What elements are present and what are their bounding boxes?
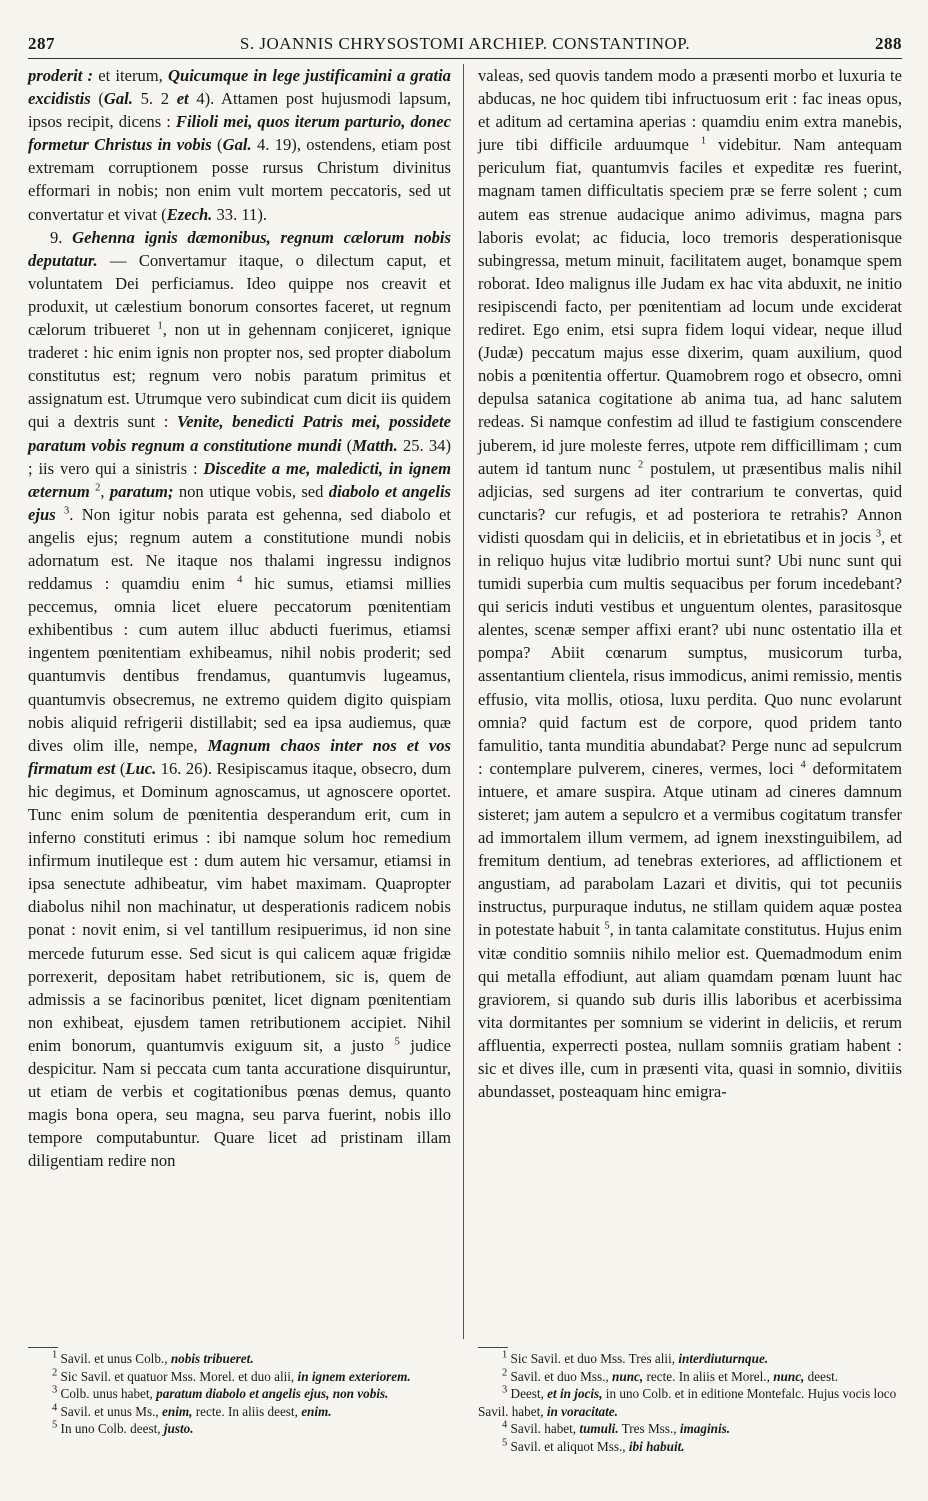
text-run: ( bbox=[341, 435, 353, 455]
italic-run: imaginis. bbox=[679, 1421, 731, 1437]
footnote bbox=[478, 1385, 902, 1420]
paragraph bbox=[28, 226, 451, 1173]
footnote-ref: 1 bbox=[502, 1349, 508, 1361]
text-run: videbitur. Nam antequam periculum fiat, quantumvis faciles et expeditæ res fuerint, magnam tamen difficultatis speciem præ se ferre solent ; cum autem eas strenue audacique animo adivimus, magna pars laboris evolat; ac fiducia, loco tremoris desperationisque subingressa, metum minuit, facilitatem auget, bonamque spem roborat. Ideo malignus ille Judam ex hac vita abduxit, ne initio resipiscendi facto, per pœnitentiam ad locum unde exciderat rediret. Ego enim, etsi supra fidem loqui videar, neque illud (Judæ) peccatum majus esse dixerim, quam auxilium, quod nobis a pœnitentia offertur. Quamobrem rogo et obsecro, omni depulsa satanica cogitatione ab anima tua, ad hanc salutem redeas. Si namque confestim ad illud te fastigium conscendere juberem, id jure moleste ferres, utpote rem difficillimam ; cum autem id tantum nunc bbox=[478, 135, 902, 478]
italic-run: justo. bbox=[163, 1421, 194, 1437]
footnote-ref: 2 bbox=[52, 1367, 58, 1379]
italic-run: nunc, bbox=[773, 1368, 805, 1384]
text-run: recte. In aliis deest, bbox=[192, 1403, 302, 1419]
text-run: Savil. habet, bbox=[507, 1421, 580, 1437]
footnote bbox=[478, 1368, 902, 1386]
footnote-ref: 5 bbox=[52, 1419, 58, 1431]
footnote bbox=[478, 1438, 902, 1456]
italic-run: enim. bbox=[301, 1403, 332, 1419]
text-run: 25. 34) ; iis vero qui a sinistris : bbox=[28, 435, 451, 478]
footnote bbox=[28, 1403, 451, 1421]
right-column bbox=[478, 64, 902, 1103]
italic-run: interdiuturnque. bbox=[678, 1351, 769, 1366]
italic-run: Quicumque in lege justificamini a gratia excidistis bbox=[28, 66, 451, 109]
paragraph bbox=[28, 64, 451, 226]
text-run: Savil. et unus Colb., bbox=[57, 1351, 171, 1366]
text-run: ( bbox=[90, 89, 104, 109]
footnote-ref: 3 bbox=[875, 528, 882, 540]
text-run: In uno Colb. deest, bbox=[57, 1421, 164, 1437]
italic-run: paratum; bbox=[109, 481, 174, 501]
footnote-rule bbox=[28, 1347, 58, 1348]
left-page-number: 287 bbox=[28, 34, 55, 53]
footnote-ref: 1 bbox=[157, 320, 163, 332]
header-rule bbox=[28, 58, 902, 59]
text-run: 4. 19), ostendens, etiam post extremam corruptionem posse rursus Christum divinitus efformari in nobis; non enim vult mortem peccatoris, sed ut convertatur et vivat ( bbox=[28, 135, 451, 224]
footnote bbox=[28, 1350, 451, 1368]
text-run: , non ut in gehennam conjiceret, ignique traderet : hic enim ignis non propter nos, sed propter diabolum constitutus est; regnum vero nobis paratum primitus et assignatum est. Utrumque vero subindicat cum dicit iis quidem qui a dextris sunt : bbox=[28, 320, 451, 432]
footnote-ref: 4 bbox=[800, 759, 806, 771]
text-run: — Convertamur itaque, o dilectum caput, et voluntatem Dei perficiamus. Ideo quippe nos creavit et produxit, ut cælestium bonorum consortes faceret, ut regnum cælorum tribueret bbox=[28, 250, 451, 340]
text-run: in uno Colb. et in editione Montefalc. Hujus vocis loco Savil. habet, bbox=[478, 1386, 897, 1419]
text-run: ( bbox=[211, 135, 223, 155]
text-run: 33. 11). bbox=[212, 204, 268, 224]
italic-run: Gal. bbox=[103, 89, 133, 109]
footnote bbox=[478, 1420, 902, 1438]
running-title: S. JOANNIS CHRYSOSTOMI ARCHIEP. CONSTANTINOP. bbox=[239, 34, 691, 53]
footnote-ref: 1 bbox=[52, 1349, 58, 1361]
text-run: Savil. et duo Mss., bbox=[507, 1368, 613, 1384]
text-run: Sic Savil. et duo Mss. Tres alii, bbox=[507, 1351, 679, 1366]
footnote-ref: 5 bbox=[394, 1036, 400, 1048]
footnote-ref: 3 bbox=[52, 1384, 58, 1396]
footnote-ref: 5 bbox=[502, 1437, 508, 1449]
italic-run: ibi habuit. bbox=[628, 1438, 685, 1454]
italic-run: nunc, bbox=[612, 1368, 644, 1384]
footnote-ref: 5 bbox=[604, 920, 610, 932]
text-run: Colb. unus habet, bbox=[57, 1386, 157, 1402]
text-run: judice despicitur. Nam si peccata cum tanta accuratione disquiruntur, ut etiam de verbis et cogitationibus pœnas demus, quanto magis bona opera, seu magna, seu parva fuerint, nobis illo tempore computabuntur. Quare licet ad pristinam illam diligentiam redire non bbox=[28, 1035, 451, 1171]
footnote bbox=[28, 1420, 451, 1438]
running-header bbox=[28, 30, 902, 56]
text-run: , et in reliquo hujus vitæ ludibrio mortui sunt? Ubi nunc sunt qui tumidi superbia cum multis sequacibus per forum incedebant? qui sericis induti vestibus et unguentum olentes, parasitosque alentes, scenæ semper affixi erant? ubi nunc ostentatio illa et pompa? Abiit cœnarum sumptus, musicorum turba, assentantium clientela, risus immodicus, animi remissio, mentis effusio, vita mollis, otiosa, luxu perdita. Quo nunc evolarunt omnia? quid factum est de corpore, quod pridem tanto famulitio, tanta munditia abundabat? Perge nunc ad sepulcrum : contemplare pulverem, cineres, vermes, loci bbox=[478, 527, 902, 778]
right-page-number: 288 bbox=[875, 34, 902, 53]
italic-run: Filioli mei, quos iterum parturio, donec formetur Christus in vobis bbox=[28, 112, 452, 155]
text-run bbox=[56, 505, 64, 524]
footnote-ref: 2 bbox=[637, 459, 644, 471]
italic-run: Ezech. bbox=[166, 204, 213, 224]
footnote-ref: 2 bbox=[95, 482, 101, 494]
text-run: non utique vobis, sed bbox=[173, 481, 329, 501]
footnote-ref: 4 bbox=[502, 1419, 508, 1431]
footnote-ref: 4 bbox=[52, 1402, 58, 1414]
text-run: deest. bbox=[804, 1368, 839, 1384]
paragraph bbox=[478, 64, 902, 1103]
footnote-ref: 3 bbox=[502, 1384, 508, 1396]
text-run: Savil. et aliquot Mss., bbox=[507, 1438, 629, 1454]
italic-run: Gehenna ignis dæmonibus, regnum cælorum nobis deputatur. bbox=[28, 227, 451, 270]
footnote-rule bbox=[478, 1347, 508, 1348]
italic-run: Luc. bbox=[125, 758, 157, 778]
footnotes-left bbox=[28, 1350, 451, 1438]
footnote bbox=[478, 1350, 902, 1368]
text-run: , in tanta calamitate constitutus. Hujus enim vitæ conditio somniis nihilo melior est. Quemadmodum enim qui metalla effodiunt, aut aliam quamdam pœnam luunt hac graviorem, si quando sub duris illis laboribus et acerbissima vita dormitantes per somnium se viderint in deliciis, et rerum affluentia, experrecti postea, nullam somniis gratiam habent : sic et dives ille, cum in præsenti vita, quasi in somnio, divitiis abundasset, posteaquam hinc emigra- bbox=[478, 920, 902, 1102]
text-run: deformitatem intuere, et amare suspira. Atque utinam ad cineres damnum sisteret; jam autem a sepulcro et a vermibus cogitatum transfer ad immortalem illum vermem, ad ignem inexstinguibilem, ad fremitum dentium, ad tenebras exteriores, ad afflictionem et angustiam, ad parabolam Lazari et divitis, qui tot pecuniis instructus, purpuraque indutus, ne stillam quidem aquæ postea in potestate habuit bbox=[478, 758, 902, 940]
italic-run: diabolo et angelis ejus bbox=[28, 481, 452, 524]
footnote-ref: 4 bbox=[237, 574, 243, 586]
text-run: . Non igitur nobis parata est gehenna, sed diabolo et angelis ejus; regnum autem a constitutione mundi nobis adornatum est. Ne itaque nos thalami ingressu indignos reddamus : quamdiu enim bbox=[28, 504, 451, 594]
text-run: postulem, ut præsentibus malis nihil adjicias, sed surgens ad iter contrarium te convertas, quid cunctaris? cur refugis, et ad posteriora te retrahis? Annon vidisti quosdam qui in deliciis, et in ebrietatibus et in jocis bbox=[478, 458, 903, 547]
italic-run: in ignem exteriorem. bbox=[297, 1368, 411, 1384]
italic-run: Discedite a me, maledicti, in ignem æternum bbox=[28, 458, 451, 501]
footnotes-right bbox=[478, 1350, 902, 1456]
italic-run: in voracitate. bbox=[546, 1403, 618, 1419]
italic-run: Gal. bbox=[222, 135, 252, 155]
text-run: et iterum, bbox=[93, 66, 168, 85]
text-run: ( bbox=[115, 758, 126, 778]
text-run: 5. 2 bbox=[132, 89, 177, 109]
text-run: , bbox=[100, 481, 110, 501]
left-column bbox=[28, 64, 451, 1173]
text-run: hic sumus, etiamsi millies peccemus, omnia licet eluere peccatorum pœnitentiam exhibentibus : cum autem illuc abducti fuerimus, etiamsi ingentem pœnitentiam exhibeamus, nihil nobis proderit; sed quantumvis dentibus frendamus, quantumvis lugeamus, quantumvis obsecremus, ne extremo quidem digito quispiam nobis aliquid refrigerii distillabit; sed ea ipsa audiemus, quæ dives olim ille, nempe, bbox=[28, 574, 451, 755]
footnote-ref: 3 bbox=[64, 505, 70, 517]
footnote bbox=[28, 1385, 451, 1403]
text-run: Sic Savil. et quatuor Mss. Morel. et duo alii, bbox=[57, 1368, 298, 1384]
italic-run: paratum diabolo et angelis ejus, non vobis. bbox=[156, 1386, 389, 1402]
italic-run: nobis tribueret. bbox=[170, 1351, 254, 1366]
text-run: Deest, bbox=[507, 1386, 548, 1402]
italic-run: et in jocis, bbox=[547, 1386, 603, 1402]
italic-run: Venite, benedicti Patris mei, possidete paratum vobis regnum a constitutione mundi bbox=[28, 412, 451, 455]
italic-run: enim, bbox=[162, 1403, 193, 1419]
text-run: 4). Attamen post hujusmodi lapsum, ipsos recipit, dicens : bbox=[28, 89, 452, 132]
text-run: Savil. et unus Ms., bbox=[57, 1403, 163, 1419]
italic-run: proderit : bbox=[28, 66, 94, 85]
text-run: 16. 26). Resipiscamus itaque, obsecro, dum hic degimus, et Dominum agnoscamus, ut agnoscere oportet. Tunc enim solum de pœnitentia desperandum erit, cum in inferno constituti erimus : ibi namque solum hoc remedium infirmum inutileque est : dum autem hic versamur, etiamsi in ipsa senectute adhibeatur, vim habet maximam. Quapropter diabolus nihil non machinatur, ut desperationis radicem nobis ponat : novit enim, si vel tantillum resipuerimus, id non sine mercede futurum esse. Sed sicut is qui calicem aquæ frigidæ porrexerit, depositam habet retributionem, sic is, quem de admissis a se facinoribus pœnitet, licet dignam pœnitentiam non exhibeat, ejusdem tamen retributionem accipiet. Nihil enim bonorum, quantumvis exiguum sit, a justo bbox=[28, 758, 451, 1055]
column-divider bbox=[463, 64, 464, 1339]
footnote-ref: 1 bbox=[700, 135, 707, 147]
text-run: Tres Mss., bbox=[618, 1421, 680, 1437]
text-run: recte. In aliis et Morel., bbox=[643, 1368, 774, 1384]
italic-run: et bbox=[176, 89, 189, 109]
text-run: 9. bbox=[50, 227, 73, 247]
text-run: valeas, sed quovis tandem modo a præsenti morbo et luxuria te abducas, ne hoc quidem tibi infructuosum erit : fac ineas opus, et aditum ad certamina aperias : quamdiu enim extra manebis, jure tibi difficile arduumque bbox=[478, 66, 902, 155]
italic-run: Matth. bbox=[352, 435, 398, 455]
footnote-ref: 2 bbox=[502, 1367, 508, 1379]
italic-run: tumuli. bbox=[579, 1421, 619, 1437]
italic-run: Magnum chaos inter nos et vos firmatum est bbox=[28, 735, 451, 778]
footnote bbox=[28, 1368, 451, 1386]
